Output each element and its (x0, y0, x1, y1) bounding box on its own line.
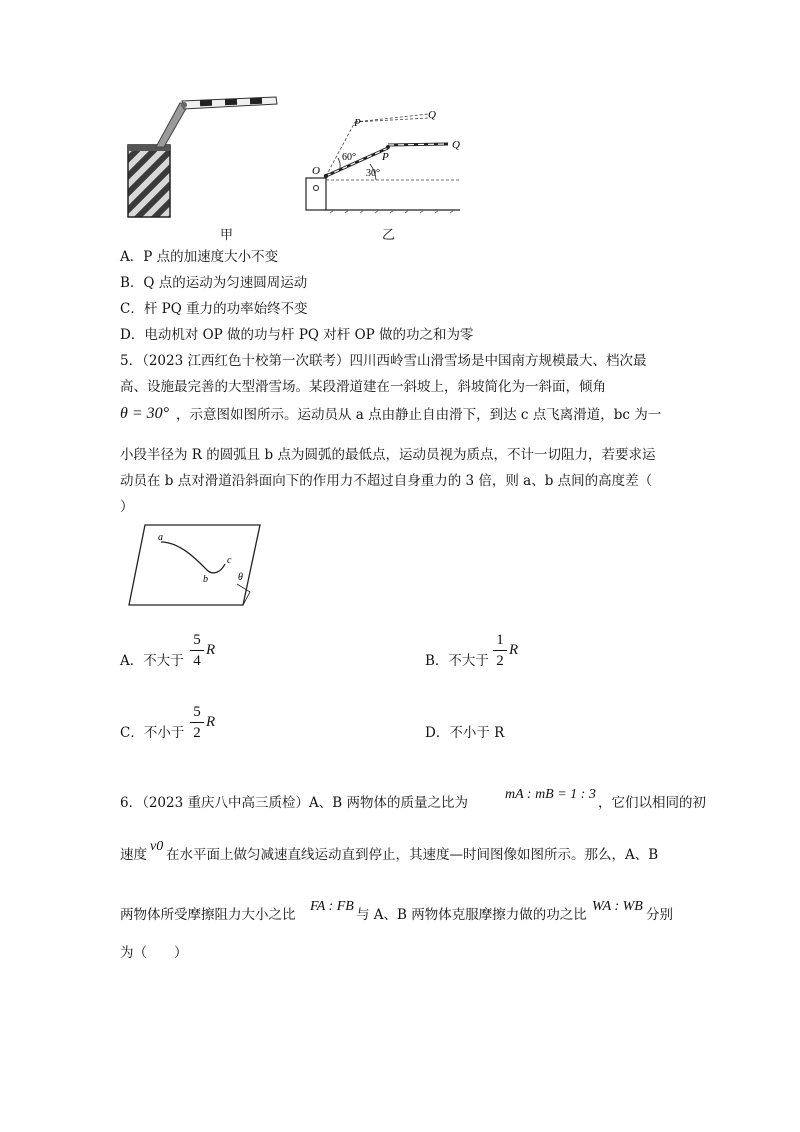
q5-option-c-denominator: 2 (193, 725, 201, 741)
label-p-lower: P (382, 151, 389, 163)
barrier-photo-figure (120, 95, 280, 220)
slope-label-c: c (227, 555, 232, 566)
q4-option-d: D．电动机对 OP 做的功与杆 PQ 对杆 OP 做的功之和为零 (120, 327, 474, 343)
q4-option-b: B．Q 点的运动为匀速圆周运动 (120, 275, 308, 291)
label-o: O (312, 165, 320, 177)
q6-mass-ratio: mA : mB = 1 : 3 (505, 787, 596, 802)
mechanism-diagram-figure (300, 100, 465, 215)
q5-option-b-denominator: 2 (496, 653, 504, 669)
figure-caption-yi: 乙 (382, 228, 396, 243)
q6-line-2a: 速度 (120, 847, 147, 863)
slope-label-b: b (203, 574, 208, 585)
q5-line-4: 小段半径为 R 的圆弧且 b 点为圆弧的最低点，运动员视为质点，不计一切阻力，若要求运 (120, 447, 656, 463)
fraction-bar (493, 650, 507, 651)
label-angle-30: 30° (366, 168, 380, 179)
q5-line-3: ，示意图如图所示。运动员从 a 点由静止自由滑下，到达 c 点飞离滑道，bc 为一 (176, 407, 662, 423)
q5-option-b-numerator: 1 (496, 632, 504, 648)
slope-label-a: a (158, 532, 163, 543)
q5-option-d: D．不小于 R (425, 725, 505, 741)
figure-caption-jia: 甲 (220, 228, 234, 243)
q6-line-1a: 6．（2023 重庆八中高三质检）A、B 两物体的质量之比为 (120, 795, 468, 811)
q5-line-1: 5．（2023 江西红色十校第一次联考）四川西岭雪山滑雪场是中国南方规模最大、档次最 (120, 353, 647, 369)
q5-line-2: 高、设施最完善的大型滑雪场。某段滑道建在一斜坡上，斜坡简化为一斜面，倾角 (120, 379, 606, 395)
q5-option-c-text: C．不小于 (120, 725, 185, 741)
q5-option-a-text: A．不大于 (120, 653, 184, 669)
q6-line-1b: ，它们以相同的初 (598, 795, 706, 811)
label-q-upper: Q (428, 109, 436, 121)
q5-option-a-denominator: 4 (193, 653, 201, 669)
slope-label-theta: θ (238, 572, 243, 583)
fraction-bar (190, 650, 204, 651)
q6-v0: v0 (150, 839, 164, 854)
q6-line-3c: 分别 (646, 907, 673, 923)
q6-work-ratio: WA : WB (592, 899, 643, 914)
label-p-upper: P (354, 117, 361, 129)
label-angle-60: 60° (342, 152, 356, 163)
q4-option-c: C．杆 PQ 重力的功率始终不变 (120, 301, 308, 317)
q5-option-c-numerator: 5 (193, 704, 201, 720)
q6-line-4: 为（ ） (120, 945, 188, 961)
q5-option-a-numerator: 5 (193, 632, 201, 648)
q6-line-3a: 两物体所受摩擦阻力大小之比 (120, 907, 296, 923)
q5-option-c-fraction (190, 704, 204, 741)
q5-option-b-r: R (509, 642, 519, 658)
label-q-lower: Q (452, 139, 460, 151)
q5-option-b-fraction (493, 632, 507, 669)
q6-line-3b: 与 A、B 两物体克服摩擦力做的功之比 (356, 907, 587, 923)
q5-line-5: 动员在 b 点对滑道沿斜面向下的作用力不超过自身重力的 3 倍，则 a、b 点间的高度差（ (120, 473, 653, 489)
q5-option-a-fraction (190, 632, 204, 669)
q5-option-a-r: R (206, 642, 216, 658)
q5-theta-formula: θ = 30° (120, 405, 170, 422)
q5-option-b-text: B．不大于 (425, 653, 489, 669)
q6-force-ratio: FA : FB (310, 899, 354, 914)
q6-line-2b: 在水平面上做匀减速直线运动直到停止，其速度—时间图像如图所示。那么，A、B (166, 847, 659, 863)
fraction-bar (190, 722, 204, 723)
q5-option-c-r: R (206, 714, 216, 730)
q4-option-a: A．P 点的加速度大小不变 (120, 249, 279, 265)
ski-slope-figure (125, 520, 265, 610)
q5-line-6: ） (120, 499, 134, 515)
